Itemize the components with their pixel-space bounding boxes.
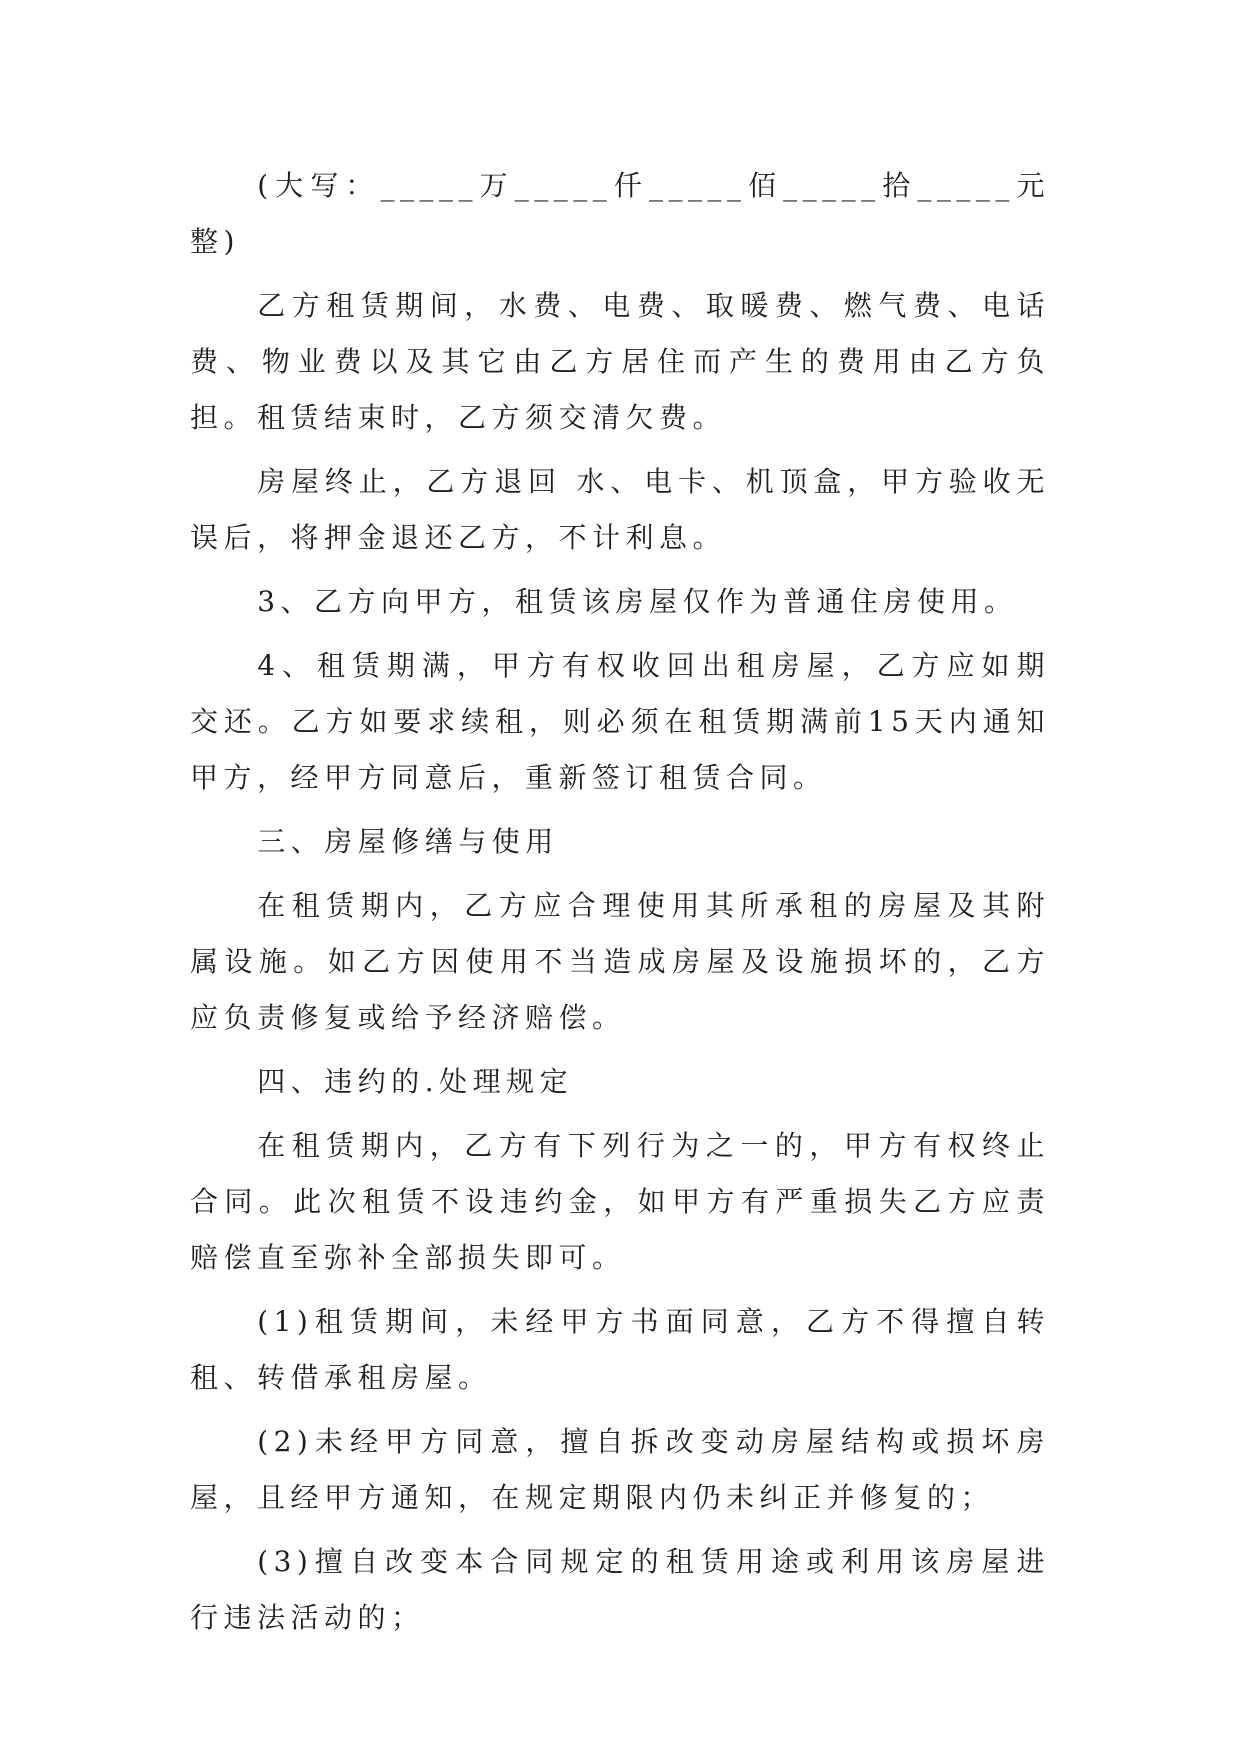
termination-return-paragraph: 房屋终止，乙方退回 水、电卡、机顶盒，甲方验收无误后，将押金退还乙方，不计利息。 xyxy=(190,465,1050,554)
section-4-heading: 四、违约的.处理规定 xyxy=(257,1065,574,1098)
amount-in-words-line: (大写：_____万_____仟_____佰_____拾_____元整) xyxy=(190,169,1050,258)
document-body xyxy=(190,158,1050,1654)
utility-fees-paragraph: 乙方租赁期间，水费、电费、取暖费、燃气费、电话费、物业费以及其它由乙方居住而产生的费用由乙方负担。租赁结束时，乙方须交清欠费。 xyxy=(190,289,1050,434)
clause-4-paragraph: 4、租赁期满，甲方有权收回出租房屋，乙方应如期交还。乙方如要求续租，则必须在租赁期满前15天内通知甲方，经甲方同意后，重新签订租赁合同。 xyxy=(190,649,1050,794)
breach-item-3: (3)擅自改变本合同规定的租赁用途或利用该房屋进行违法活动的； xyxy=(190,1545,1050,1634)
breach-item-1: (1)租赁期间，未经甲方书面同意，乙方不得擅自转租、转借承租房屋。 xyxy=(190,1305,1050,1394)
breach-intro-paragraph: 在租赁期内，乙方有下列行为之一的，甲方有权终止合同。此次租赁不设违约金，如甲方有严重损失乙方应责赔偿直至弥补全部损失即可。 xyxy=(190,1129,1050,1274)
maintenance-paragraph: 在租赁期内，乙方应合理使用其所承租的房屋及其附属设施。如乙方因使用不当造成房屋及设施损坏的，乙方应负责修复或给予经济赔偿。 xyxy=(190,889,1050,1034)
section-3-heading: 三、房屋修缮与使用 xyxy=(257,825,559,858)
breach-item-2: (2)未经甲方同意，擅自拆改变动房屋结构或损坏房屋，且经甲方通知，在规定期限内仍未纠正并修复的； xyxy=(190,1425,1050,1514)
clause-3-paragraph: 3、乙方向甲方，租赁该房屋仅作为普通住房使用。 xyxy=(257,585,1018,618)
